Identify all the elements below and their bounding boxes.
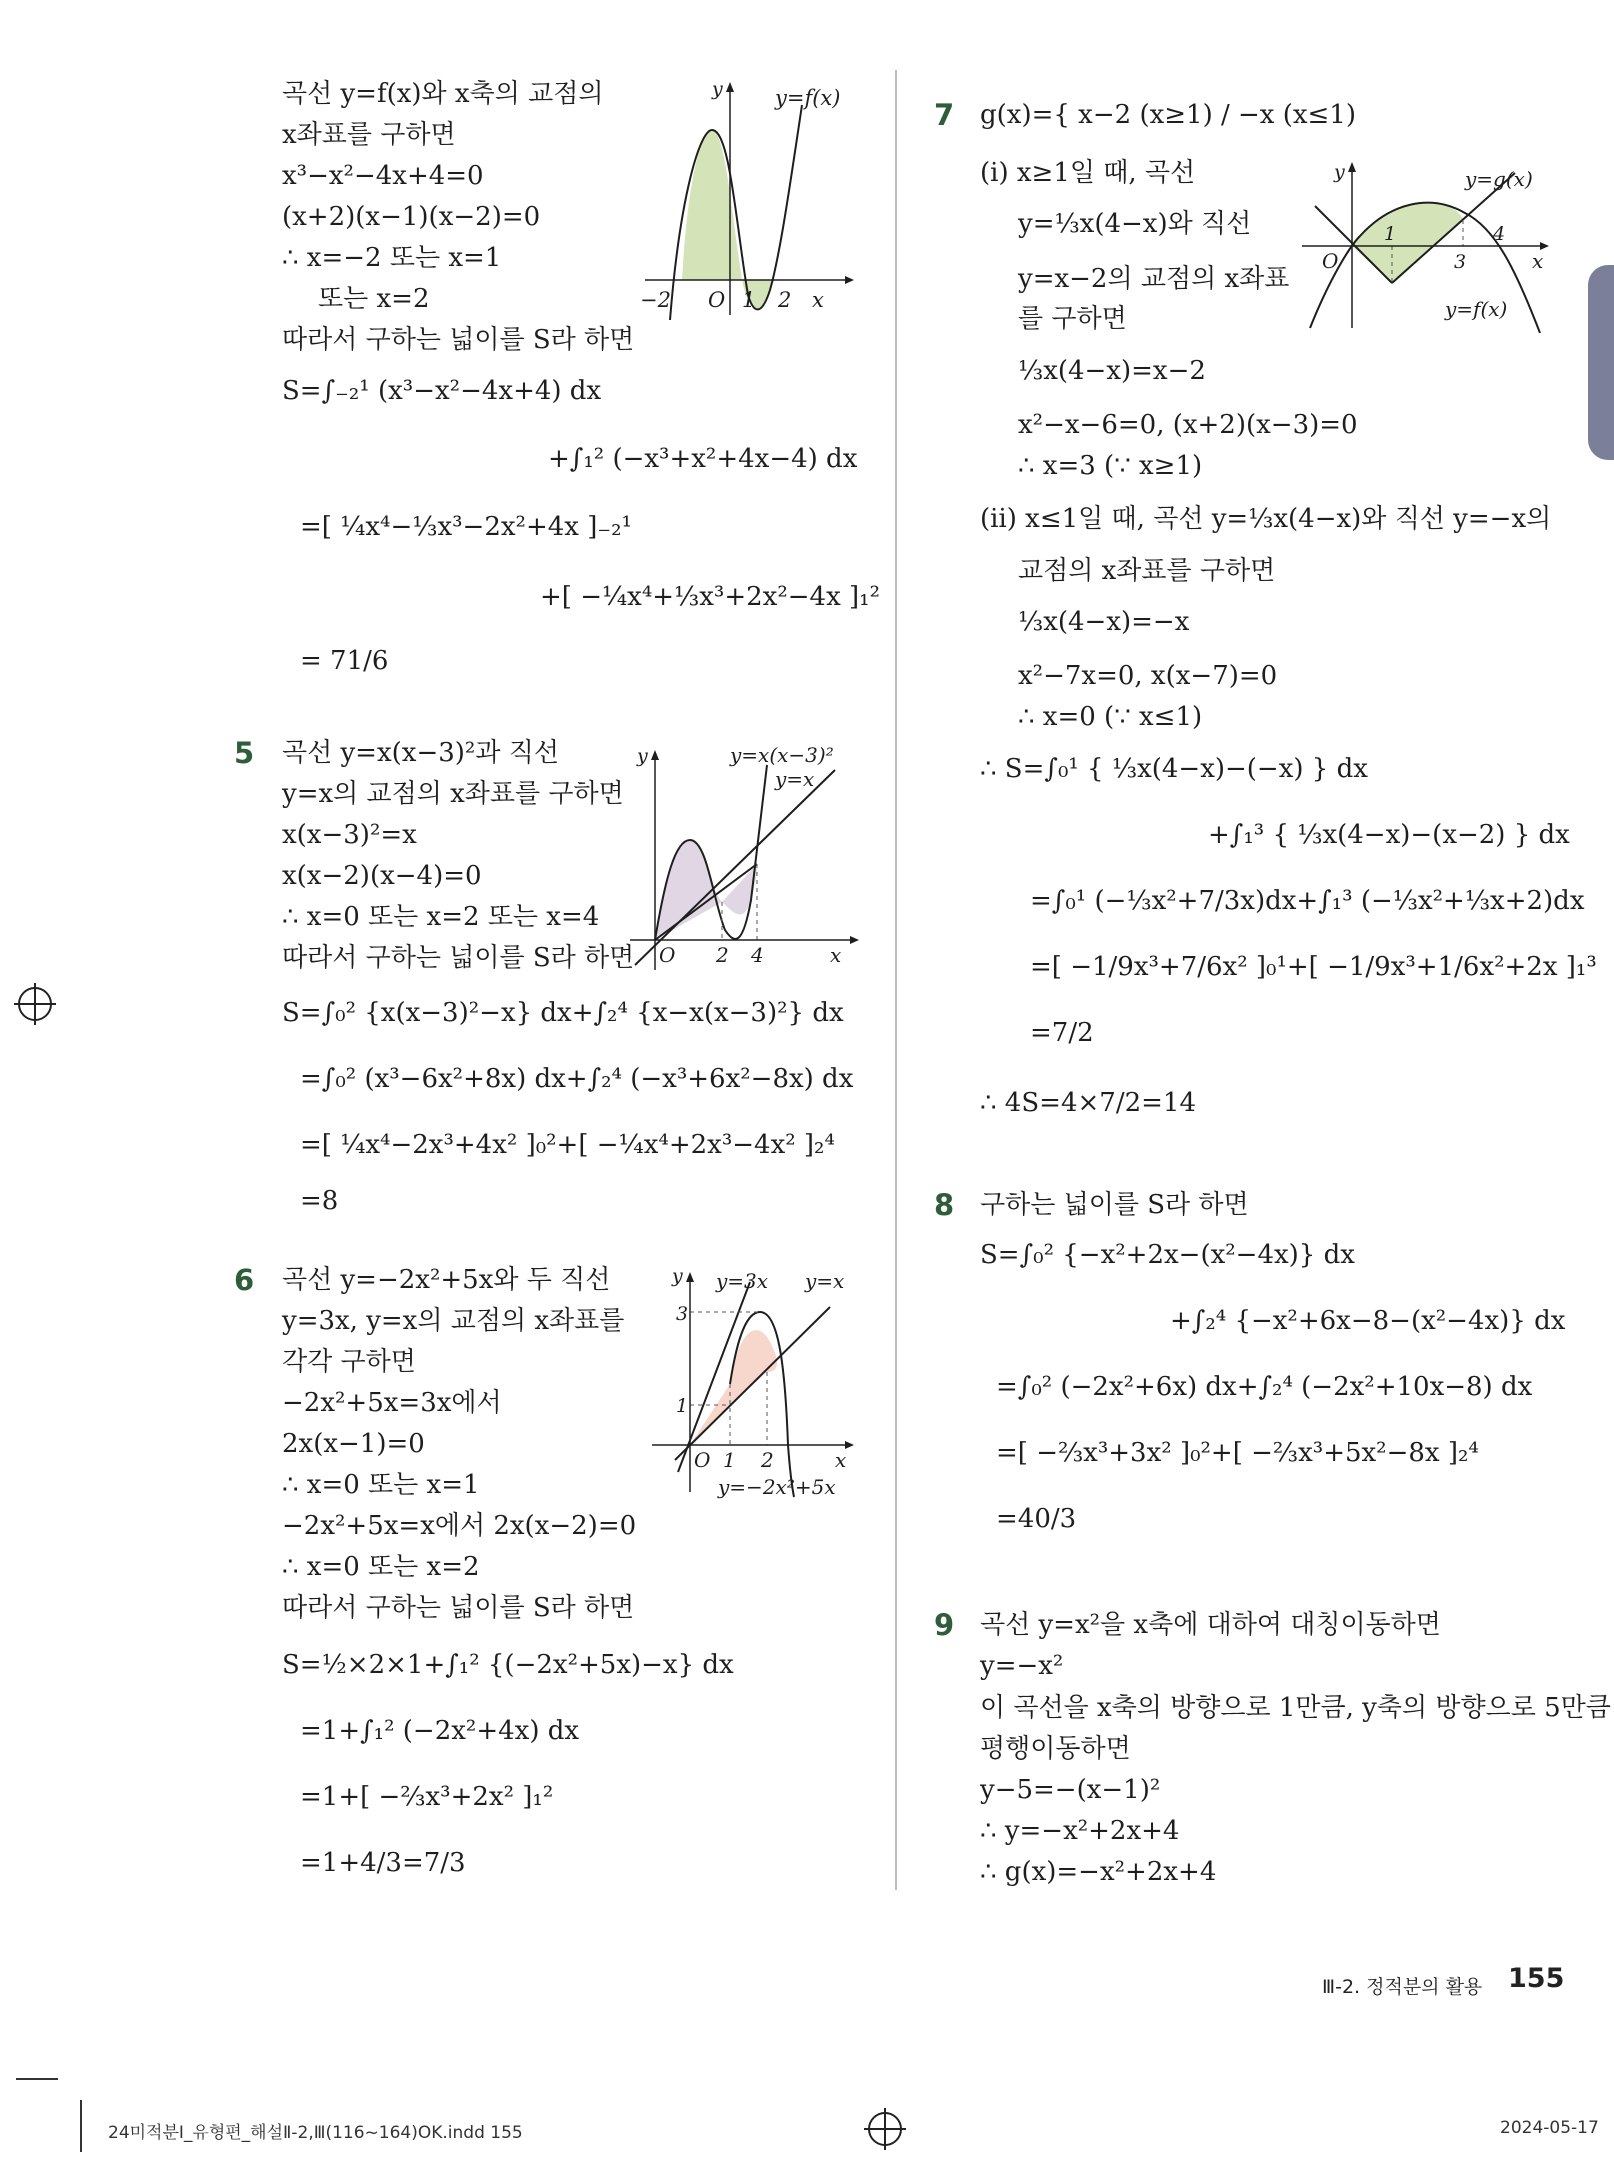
graph-label: y <box>637 745 648 767</box>
graph-label: y=g(x) <box>1465 167 1533 191</box>
column-divider <box>895 70 897 1890</box>
graph-label: y=x <box>775 767 815 791</box>
graph-label: x <box>835 1448 847 1472</box>
formula-line: ∴ 4S=4×7/2=14 <box>980 1088 1196 1118</box>
formula-line: +∫₂⁴ {−x²+6x−8−(x²−4x)} dx <box>1170 1306 1566 1336</box>
graph-label: 1 <box>723 1448 736 1472</box>
text-line: y=x−2의 교점의 x좌표 <box>1018 264 1290 294</box>
graph-label: −2 <box>640 288 671 312</box>
text-line: x(x−3)²=x <box>282 820 417 850</box>
formula-line: ∴ g(x)=−x²+2x+4 <box>980 1857 1217 1887</box>
formula-line: ∴ S=∫₀¹ { ⅓x(4−x)−(−x) } dx <box>980 754 1368 784</box>
graph-label: y <box>672 1265 683 1287</box>
page-number: 155 <box>1508 1963 1565 1994</box>
graph-label: y=x <box>805 1269 845 1293</box>
graph-label: y=f(x) <box>775 86 841 110</box>
text-line: 평행이동하면 <box>980 1734 1131 1764</box>
problem-number: 7 <box>934 98 955 132</box>
text-line: 따라서 구하는 넓이를 S라 하면 <box>282 1593 635 1623</box>
graph-label: O <box>708 288 726 312</box>
text-line: 또는 x=2 <box>318 284 430 314</box>
section-title: Ⅲ-2. 정적분의 활용 <box>1322 1976 1483 1998</box>
crop-mark <box>80 2100 82 2152</box>
graph-label: y=x(x−3)² <box>730 743 834 767</box>
problem-number: 8 <box>934 1188 955 1222</box>
formula-line: =[ −1/9x³+7/6x² ]₀¹+[ −1/9x³+1/6x²+2x ]₁³ <box>1030 952 1597 982</box>
graph-label: 4 <box>1493 223 1506 245</box>
text-line: 곡선 y=−2x²+5x와 두 직선 <box>282 1265 611 1295</box>
formula-line: S=∫₋₂¹ (x³−x²−4x+4) dx <box>282 376 602 406</box>
formula-line: =∫₀¹ (−⅓x²+7/3x)dx+∫₁³ (−⅓x²+⅓x+2)dx <box>1030 886 1585 916</box>
formula-line: =1+∫₁² (−2x²+4x) dx <box>300 1716 580 1746</box>
formula-line: x²−7x=0, x(x−7)=0 <box>1018 661 1278 691</box>
text-line: ∴ x=0 또는 x=2 <box>282 1552 480 1582</box>
text-line: 이 곡선을 x축의 방향으로 1만큼, y축의 방향으로 5만큼 <box>980 1693 1611 1723</box>
text-line: −2x²+5x=x에서 2x(x−2)=0 <box>282 1511 637 1541</box>
text-line: 따라서 구하는 넓이를 S라 하면 <box>282 943 635 973</box>
text-line: (x+2)(x−1)(x−2)=0 <box>282 202 541 232</box>
formula-line: = 71/6 <box>300 646 389 676</box>
graph-label: O <box>659 943 676 967</box>
text-line: 2x(x−1)=0 <box>282 1429 425 1459</box>
graph-label: 1 <box>742 288 756 312</box>
print-date: 2024-05-17 <box>1500 2118 1599 2138</box>
formula-line: ⅓x(4−x)=x−2 <box>1018 356 1206 386</box>
graph-p5 <box>625 740 865 975</box>
problem-number: 6 <box>234 1263 255 1297</box>
chapter-tab <box>1588 265 1614 460</box>
text-line: 곡선 y=x(x−3)²과 직선 <box>282 738 559 768</box>
file-name: 24미적분Ⅰ_유형편_해설Ⅱ-2,Ⅲ(116~164)OK.indd 155 <box>108 2123 523 2143</box>
text-line: (ⅰ) x≥1일 때, 곡선 <box>980 158 1196 188</box>
text-line: ∴ x=0 또는 x=2 또는 x=4 <box>282 902 600 932</box>
text-line: ∴ x=−2 또는 x=1 <box>282 243 502 273</box>
text-line: ∴ x=0 또는 x=1 <box>282 1470 480 1500</box>
text-line: 곡선 y=x²을 x축에 대하여 대칭이동하면 <box>980 1610 1441 1640</box>
graph-label: x <box>830 943 842 967</box>
graph-label: 4 <box>751 943 764 967</box>
registration-mark-icon <box>868 2112 902 2146</box>
formula-line: =∫₀² (−2x²+6x) dx+∫₂⁴ (−2x²+10x−8) dx <box>996 1372 1533 1402</box>
formula-line: ∴ x=3 (∵ x≥1) <box>1018 451 1203 481</box>
formula-line: x²−x−6=0, (x+2)(x−3)=0 <box>1018 410 1358 440</box>
formula-line: =1+[ −⅔x³+2x² ]₁² <box>300 1782 554 1812</box>
graph-label: 2 <box>778 288 792 312</box>
formula-line: =[ −⅔x³+3x² ]₀²+[ −⅔x³+5x²−8x ]₂⁴ <box>996 1438 1479 1468</box>
graph-label: y <box>1334 161 1345 183</box>
text-line: −2x²+5x=3x에서 <box>282 1388 502 1418</box>
text-line: x좌표를 구하면 <box>282 120 456 150</box>
text-line: 각각 구하면 <box>282 1347 416 1377</box>
graph-f-cubic <box>630 75 860 320</box>
crop-mark <box>16 2078 58 2080</box>
graph-label: O <box>694 1448 711 1472</box>
formula-line: +∫₁³ { ⅓x(4−x)−(x−2) } dx <box>1208 820 1570 850</box>
formula-line: =[ ¼x⁴−2x³+4x² ]₀²+[ −¼x⁴+2x³−4x² ]₂⁴ <box>300 1130 835 1160</box>
formula-line: y=−x² <box>980 1651 1064 1681</box>
formula-line: S=½×2×1+∫₁² {(−2x²+5x)−x} dx <box>282 1650 734 1680</box>
graph-label: y <box>712 78 723 100</box>
formula-line: =7/2 <box>1030 1018 1094 1048</box>
formula-line: S=∫₀² {x(x−3)²−x} dx+∫₂⁴ {x−x(x−3)²} dx <box>282 998 844 1028</box>
graph-label: 2 <box>761 1448 774 1472</box>
graph-label: O <box>1322 249 1339 273</box>
formula-line: +∫₁² (−x³+x²+4x−4) dx <box>548 444 858 474</box>
text-line: 따라서 구하는 넓이를 S라 하면 <box>282 325 635 355</box>
text-line: y=x의 교점의 x좌표를 구하면 <box>282 779 624 809</box>
graph-p6 <box>650 1262 865 1502</box>
formula-line: =∫₀² (x³−6x²+8x) dx+∫₂⁴ (−x³+6x²−8x) dx <box>300 1064 854 1094</box>
text-line: x³−x²−4x+4=0 <box>282 161 484 191</box>
formula-line: =8 <box>300 1186 339 1216</box>
formula-line: y−5=−(x−1)² <box>980 1775 1161 1805</box>
graph-label: y=−2x²+5x <box>718 1475 836 1499</box>
problem-number: 5 <box>234 736 255 770</box>
graph-label: 2 <box>716 943 729 967</box>
formula-line: ∴ y=−x²+2x+4 <box>980 1816 1180 1846</box>
formula-line: +[ −¼x⁴+⅓x³+2x²−4x ]₁² <box>540 582 880 612</box>
graph-label: y=f(x) <box>1445 297 1508 321</box>
text-line: 곡선 y=f(x)와 x축의 교점의 <box>282 79 604 109</box>
graph-label: 1 <box>676 1395 689 1417</box>
formula-line: ⅓x(4−x)=−x <box>1018 607 1190 637</box>
text-line: 를 구하면 <box>1018 304 1127 334</box>
problem-number: 9 <box>934 1608 955 1642</box>
formula-line: =1+4/3=7/3 <box>300 1848 466 1878</box>
formula-line: =[ ¼x⁴−⅓x³−2x²+4x ]₋₂¹ <box>300 512 632 542</box>
graph-label: 3 <box>1454 251 1467 273</box>
formula-line: S=∫₀² {−x²+2x−(x²−4x)} dx <box>980 1240 1355 1270</box>
graph-label: 3 <box>676 1303 689 1325</box>
graph-label: x <box>1532 249 1544 273</box>
text-line: (ⅱ) x≤1일 때, 곡선 y=⅓x(4−x)와 직선 y=−x의 <box>980 504 1552 534</box>
text-line: x(x−2)(x−4)=0 <box>282 861 482 891</box>
formula-line: g(x)={ x−2 (x≥1) / −x (x≤1) <box>980 100 1356 130</box>
graph-label: y=3x <box>716 1269 769 1293</box>
graph-label: 1 <box>1384 223 1397 245</box>
registration-mark-icon <box>18 987 52 1021</box>
text-line: y=3x, y=x의 교점의 x좌표를 <box>282 1306 625 1336</box>
text-line: 교점의 x좌표를 구하면 <box>1018 556 1276 586</box>
formula-line: =40/3 <box>996 1504 1077 1534</box>
graph-p7 <box>1300 158 1560 333</box>
graph-label: x <box>812 288 824 312</box>
formula-line: y=⅓x(4−x)와 직선 <box>1018 209 1252 239</box>
text-line: 구하는 넓이를 S라 하면 <box>980 1190 1249 1220</box>
formula-line: ∴ x=0 (∵ x≤1) <box>1018 702 1203 732</box>
